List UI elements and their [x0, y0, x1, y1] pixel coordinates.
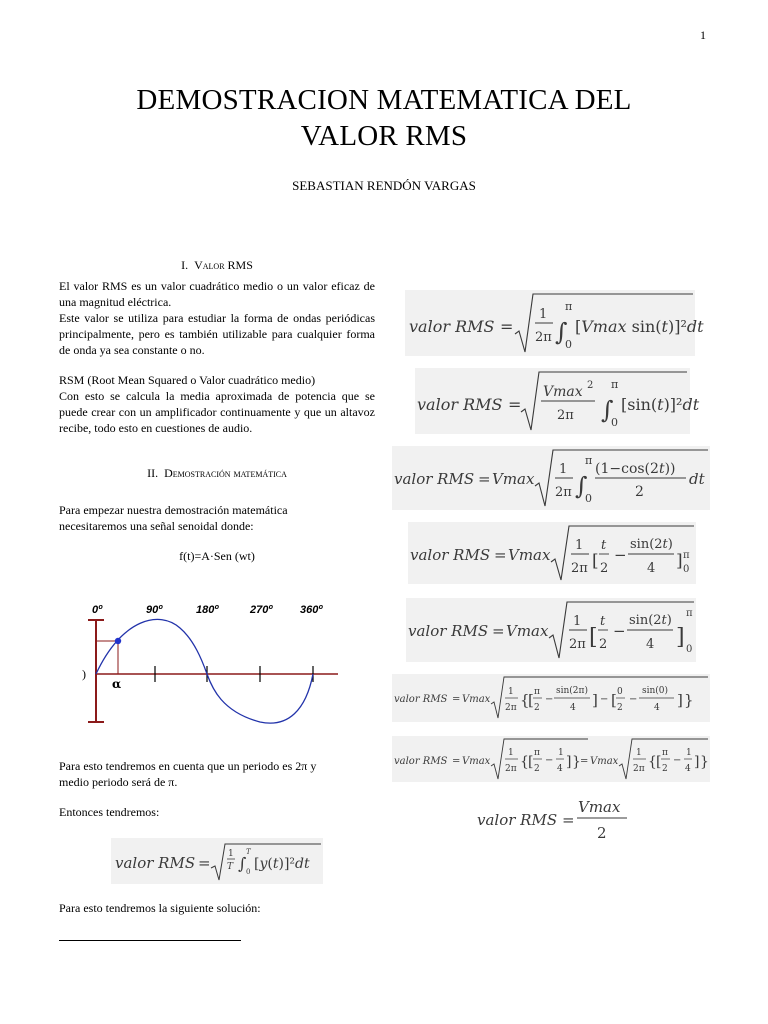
svg-text:sin(2t): sin(2t): [630, 537, 673, 552]
svg-text:}: }: [572, 754, 581, 770]
svg-text:}: }: [700, 754, 709, 770]
title-line-2: VALOR RMS: [300, 120, 468, 152]
svg-text:−: −: [673, 755, 682, 766]
sine-wave: [96, 619, 313, 723]
page-title: [0, 82, 768, 154]
svg-text:=: =: [580, 756, 589, 767]
svg-text:0: 0: [585, 492, 592, 505]
paragraph-then: Entonces tendremos:: [59, 805, 160, 819]
svg-text:{: {: [648, 754, 657, 770]
paragraph-line: medio periodo será de π.: [59, 775, 178, 789]
section-title-2: Demostración matemática: [164, 466, 287, 480]
svg-text:4: 4: [570, 703, 576, 713]
paragraph-rsm: [59, 372, 375, 436]
formula-lhs: valor RMS: [409, 317, 495, 336]
svg-text:2π: 2π: [505, 764, 517, 774]
formula-equals: =: [198, 854, 211, 872]
integral-upper: T: [246, 848, 251, 856]
svg-text:=: =: [508, 395, 522, 414]
svg-text:∫: ∫: [575, 472, 588, 500]
paragraph-period: [59, 758, 379, 790]
svg-text:[: [: [611, 691, 617, 709]
formula-step-2: [415, 368, 700, 434]
paragraph-intro: [59, 278, 375, 358]
svg-text:]: ]: [566, 754, 572, 770]
formula-lhs: valor RMS: [408, 622, 489, 640]
svg-text:−: −: [613, 622, 626, 640]
svg-text:−: −: [600, 694, 609, 705]
svg-text:{: {: [520, 691, 530, 709]
formula-step-1: [405, 290, 704, 356]
section-numeral-2: II.: [147, 466, 159, 480]
svg-text:2π: 2π: [633, 764, 645, 774]
svg-text:0: 0: [565, 338, 572, 351]
svg-text:−: −: [614, 546, 627, 564]
svg-text:1: 1: [636, 748, 642, 758]
svg-text:π: π: [686, 608, 693, 619]
integral-lower: 0: [246, 868, 251, 876]
paragraph-line: Este valor se utiliza para estudiar la forma de ondas periódicas principalmente, pero es también utilizable para cualquier forma de onda ya sea constante o no.: [59, 311, 375, 357]
svg-text:2π: 2π: [535, 330, 552, 345]
sine-wave-figure: [80, 600, 340, 728]
formula-step-3: [392, 446, 710, 510]
paragraph-line: Con esto se calcula la media aproximada de potencia que se puede crear con un amplificador continuamente y que un altavoz recibe, todo esto en cuestiones de audio.: [59, 389, 375, 435]
svg-text:1: 1: [508, 748, 514, 758]
svg-text:2: 2: [587, 380, 594, 391]
svg-text:[: [: [589, 625, 598, 650]
svg-text:=: =: [478, 470, 491, 488]
svg-text:π: π: [534, 748, 540, 758]
svg-text:2: 2: [534, 703, 540, 713]
svg-text:sin(0): sin(0): [642, 686, 669, 696]
svg-text:Vmax: Vmax: [543, 384, 583, 400]
svg-text:1: 1: [575, 538, 584, 553]
alpha-label: α: [112, 677, 122, 691]
fraction-num: 1: [228, 849, 234, 859]
svg-text:2: 2: [662, 764, 668, 774]
vmax-factor: Vmax: [462, 694, 491, 705]
section-numeral-1: I.: [181, 258, 189, 272]
formula-lhs: valor RMS: [477, 811, 558, 829]
svg-text:−: −: [545, 755, 554, 766]
svg-text:{: {: [520, 754, 529, 770]
formula-lhs: valor RMS: [394, 756, 448, 767]
svg-text:]: ]: [677, 691, 683, 709]
svg-text:2: 2: [534, 764, 540, 774]
svg-text:4: 4: [685, 764, 691, 774]
svg-text:sin(2t): sin(2t): [629, 613, 672, 628]
formula-general-definition: [111, 838, 323, 884]
vmax-factor: Vmax: [462, 756, 491, 767]
vmax-factor: Vmax: [506, 622, 549, 640]
svg-text:1: 1: [686, 748, 692, 758]
svg-text:π: π: [565, 300, 573, 313]
svg-text:[Vmax sin(t)]²dt: [Vmax sin(t)]²dt: [575, 317, 704, 336]
svg-text:2: 2: [597, 824, 607, 842]
svg-text:=: =: [494, 546, 507, 564]
svg-text:2: 2: [635, 484, 644, 500]
vmax-numerator: Vmax: [578, 798, 621, 816]
svg-text:1: 1: [539, 307, 548, 322]
svg-text:4: 4: [557, 764, 563, 774]
degree-label-180: 180º: [196, 604, 219, 616]
formula-lhs: valor RMS: [115, 854, 196, 872]
svg-text:2: 2: [617, 703, 623, 713]
svg-text:1: 1: [558, 748, 564, 758]
vmax-factor: Vmax: [492, 470, 535, 488]
svg-text:2π: 2π: [557, 408, 574, 423]
vmax-factor: Vmax: [508, 546, 551, 564]
svg-text:π: π: [683, 550, 690, 561]
signal-formula: f(t)=A·Sen (wt): [179, 549, 255, 563]
paragraph-start: Para empezar nuestra demostración matemática necesitaremos una señal senoidal donde:: [59, 503, 288, 533]
formula-lhs: valor RMS: [394, 694, 448, 705]
formula-step-6: [392, 674, 710, 722]
svg-text:π: π: [662, 748, 668, 758]
svg-text:=: =: [500, 317, 514, 336]
paragraph-line: RSM (Root Mean Squared o Valor cuadrático medio): [59, 373, 316, 387]
svg-text:dt: dt: [689, 470, 705, 488]
svg-text:1: 1: [573, 614, 582, 629]
degree-label-0: 0º: [92, 604, 103, 616]
footnote-separator: [59, 940, 241, 941]
formula-step-4: [408, 522, 696, 584]
degree-label-270: 270º: [250, 604, 273, 616]
author: SEBASTIAN RENDÓN VARGAS: [292, 178, 476, 193]
formula-lhs: valor RMS: [394, 470, 475, 488]
section-heading-1: [67, 258, 367, 273]
svg-text:(1−cos(2t)): (1−cos(2t)): [595, 461, 676, 477]
svg-text:4: 4: [646, 637, 655, 652]
svg-text:=: =: [492, 622, 505, 640]
svg-text:2: 2: [600, 561, 609, 576]
svg-text:2: 2: [599, 637, 608, 652]
integral-sign: ∫: [238, 854, 247, 873]
formula-final-result: [475, 794, 635, 844]
svg-text:−: −: [545, 694, 554, 705]
svg-text:[: [: [528, 754, 534, 770]
vmax-factor: Vmax: [590, 756, 619, 767]
formula-step-7: [392, 736, 710, 782]
svg-text:∫: ∫: [555, 318, 568, 346]
svg-text:2π: 2π: [571, 561, 588, 576]
svg-text:=: =: [562, 811, 575, 829]
degree-label-90: 90º: [146, 604, 163, 616]
svg-text:]: ]: [592, 691, 598, 709]
left-mark: ): [82, 667, 86, 681]
alpha-point: [115, 638, 121, 644]
svg-text:0: 0: [683, 564, 690, 575]
svg-text:]: ]: [694, 754, 700, 770]
svg-text:−: −: [629, 694, 638, 705]
svg-text:2π: 2π: [505, 703, 517, 713]
svg-text:}: }: [684, 691, 694, 709]
svg-text:[sin(t)]²dt: [sin(t)]²dt: [621, 395, 700, 414]
svg-text:2π: 2π: [555, 485, 572, 500]
formula-step-5: [406, 598, 696, 662]
section-title-1: Valor RMS: [194, 258, 253, 272]
svg-text:0: 0: [617, 687, 623, 697]
paragraph-solution: Para esto tendremos la siguiente solución:: [59, 901, 261, 915]
svg-text:4: 4: [654, 703, 660, 713]
title-line-1: DEMOSTRACION MATEMATICA DEL: [136, 84, 632, 116]
svg-text:[: [: [528, 691, 534, 709]
svg-text:[: [: [592, 551, 599, 571]
svg-text:π: π: [534, 687, 540, 697]
integrand: [y(t)]²dt: [254, 856, 310, 872]
svg-text:]: ]: [676, 551, 683, 571]
paragraph-line: El valor RMS es un valor cuadrático medio o un valor eficaz de una magnitud eléctrica.: [59, 279, 375, 309]
formula-lhs: valor RMS: [417, 395, 503, 414]
paragraph-line: Para esto tendremos en cuenta que un periodo es 2π y: [59, 759, 317, 773]
svg-text:0: 0: [686, 644, 693, 655]
svg-text:=: =: [452, 694, 461, 705]
degree-label-360: 360º: [300, 604, 323, 616]
svg-text:t: t: [601, 538, 607, 553]
svg-text:2π: 2π: [569, 637, 586, 652]
svg-text:]: ]: [676, 625, 685, 650]
svg-text:t: t: [600, 614, 606, 629]
svg-text:[: [: [656, 754, 662, 770]
svg-text:4: 4: [647, 561, 656, 576]
formula-lhs: valor RMS: [410, 546, 491, 564]
section-heading-2: [67, 466, 367, 481]
page-number: 1: [700, 28, 706, 42]
svg-text:∫: ∫: [601, 396, 614, 424]
svg-text:=: =: [452, 756, 461, 767]
svg-text:π: π: [611, 378, 619, 391]
svg-text:0: 0: [611, 416, 618, 429]
fraction-den: T: [227, 862, 234, 872]
svg-text:1: 1: [559, 462, 568, 477]
svg-text:sin(2π): sin(2π): [556, 686, 588, 696]
svg-text:1: 1: [508, 687, 514, 697]
svg-text:π: π: [585, 454, 593, 467]
